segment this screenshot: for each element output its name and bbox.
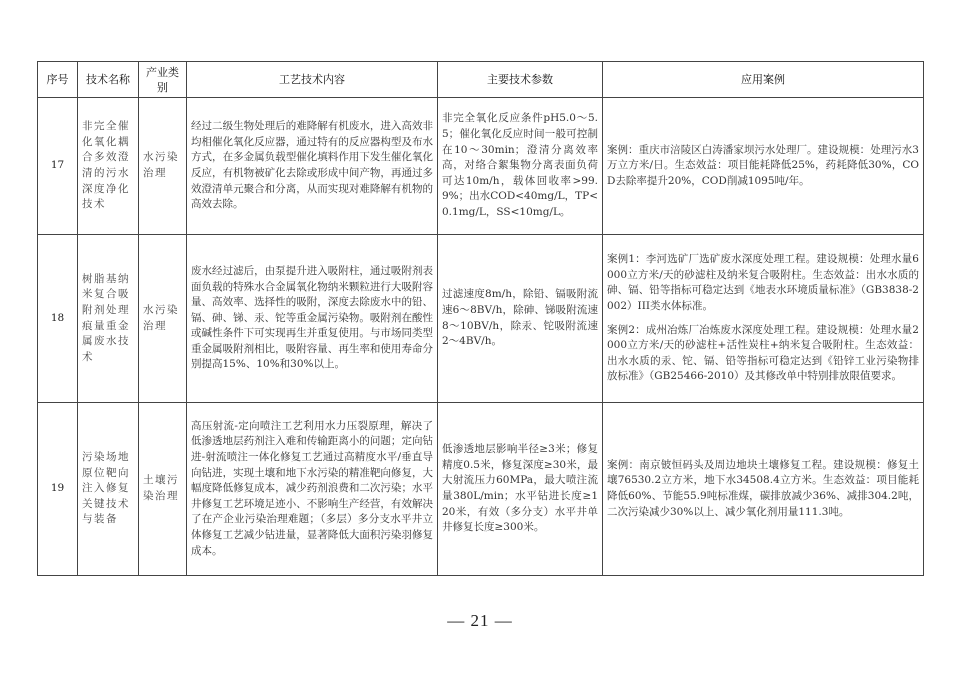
table-row — [38, 235, 924, 403]
technology-name: 污染场地原位靶向注入修复关键技术与装备 — [78, 403, 139, 576]
header-params: 主要技术参数 — [438, 62, 603, 98]
row-number: 18 — [38, 235, 78, 403]
table-row — [38, 403, 924, 576]
table-row — [38, 98, 924, 235]
technology-name: 树脂基纳米复合吸附剂处理痕量重金属废水技术 — [78, 235, 139, 403]
application-cases — [603, 98, 924, 235]
industry-category: 水污染治理 — [139, 98, 187, 235]
technical-params: 非完全氧化反应条件pH5.0～5.5；催化氧化反应时间一般可控制在10～30min；澄清分离效率高，对络合絮集物分离表面负荷可达10m/h，载体回收率>99.9%；出水COD<40mg/L，TP<0.1mg/L，SS<10mg/L。 — [438, 98, 603, 235]
header-row — [38, 62, 924, 98]
row-number: 17 — [38, 98, 78, 235]
technical-params: 低渗透地层影响半径≥3米；修复精度0.5米，修复深度≥30米，最大射流压力60MPa，最大喷注流量380L/min；水平钻进长度≥120米，有效（多分支）水平井单井修复长度≥300米。 — [438, 403, 603, 576]
process-content: 高压射流-定向喷注工艺利用水力压裂原理，解决了低渗透地层药剂注入难和传输距离小的问题；定向钻进-射流喷注一体化修复工艺通过高精度水平/垂直导向钻进，实现土壤和地下水污染的精准靶向修复，大幅度降低修复成本，减少药剂浪费和二次污染；水平井修复工艺环境足迹小、不影响生产经营，有效解决了在产企业污染治理难题；（多层）多分支水平井立体修复工艺减少钻进量，显著降低大面积污染羽修复成本。 — [187, 403, 438, 576]
page-number: — 21 — — [447, 611, 513, 630]
process-content: 废水经过滤后，由泵提升进入吸附柱，通过吸附剂表面负载的特殊水合金属氧化物纳米颗粒进行大吸附容量、高效率、选择性的吸附，深度去除废水中的铅、镉、砷、锑、汞、铊等重金属污染物。吸附剂在酸性或碱性条件下可实现再生并重复使用。与市场同类型重金属吸附剂相比，吸附容量、再生率和使用寿命分别提高15%、10%和30%以上。 — [187, 235, 438, 403]
technology-table — [37, 61, 924, 576]
process-content: 经过二级生物处理后的难降解有机废水，进入高效非均相催化氧化反应器，通过特有的反应器构型及布水方式，在多金属负载型催化填料作用下发生催化氧化反应，有机物被矿化去除或形成中间产物，再通过多效澄清单元聚合和分离，从而实现对难降解有机物的高效去除。 — [187, 98, 438, 235]
case-item: 案例1：李河选矿厂选矿废水深度处理工程。建设规模：处理水量6000立方米/天的砂滤柱及纳米复合吸附柱。生态效益：出水水质的砷、镉、铅等指标可稳定达到《地表水环境质量标准》（GB3838-2002）III类水体标准。 — [607, 253, 919, 312]
technology-name: 非完全催化氧化耦合多效澄清的污水深度净化技术 — [78, 98, 139, 235]
row-number: 19 — [38, 403, 78, 576]
header-category: 产业类别 — [139, 62, 187, 98]
header-no: 序号 — [38, 62, 78, 98]
case-item: 案例：南京铍恒码头及周边地块土壤修复工程。建设规模：修复土壤76530.2立方米，地下水34508.4立方米。生态效益：项目能耗降低60%、节能55.9吨标准煤，碳排放减少36%、减排304.2吨，二次污染减少30%以上、减少氧化剂用量111.3吨。 — [607, 458, 919, 518]
technical-params: 过滤速度8m/h，除铅、镉吸附流速6～8BV/h，除砷、锑吸附流速8～10BV/h，除汞、铊吸附流速2～4BV/h。 — [438, 235, 603, 403]
industry-category: 土壤污染治理 — [139, 403, 187, 576]
industry-category: 水污染治理 — [139, 235, 187, 403]
header-cases: 应用案例 — [603, 62, 924, 98]
application-cases — [603, 235, 924, 403]
application-cases — [603, 403, 924, 576]
case-item: 案例：重庆市涪陵区白涛潘家坝污水处理厂。建设规模：处理污水3万立方米/日。生态效益：项目能耗降低25%，药耗降低30%，COD去除率提升20%，COD削减1095吨/年。 — [607, 143, 919, 187]
header-name: 技术名称 — [78, 62, 139, 98]
case-item: 案例2：成州冶炼厂冶炼废水深度处理工程。建设规模：处理水量2000立方米/天的砂滤柱+活性炭柱+纳米复合吸附柱。生态效益：出水水质的汞、铊、镉、铅等指标可稳定达到《铅锌工业污染物排放标准》（GB25466-2010）及其修改单中特别排放限值要求。 — [607, 323, 919, 383]
header-content: 工艺技术内容 — [187, 62, 438, 98]
